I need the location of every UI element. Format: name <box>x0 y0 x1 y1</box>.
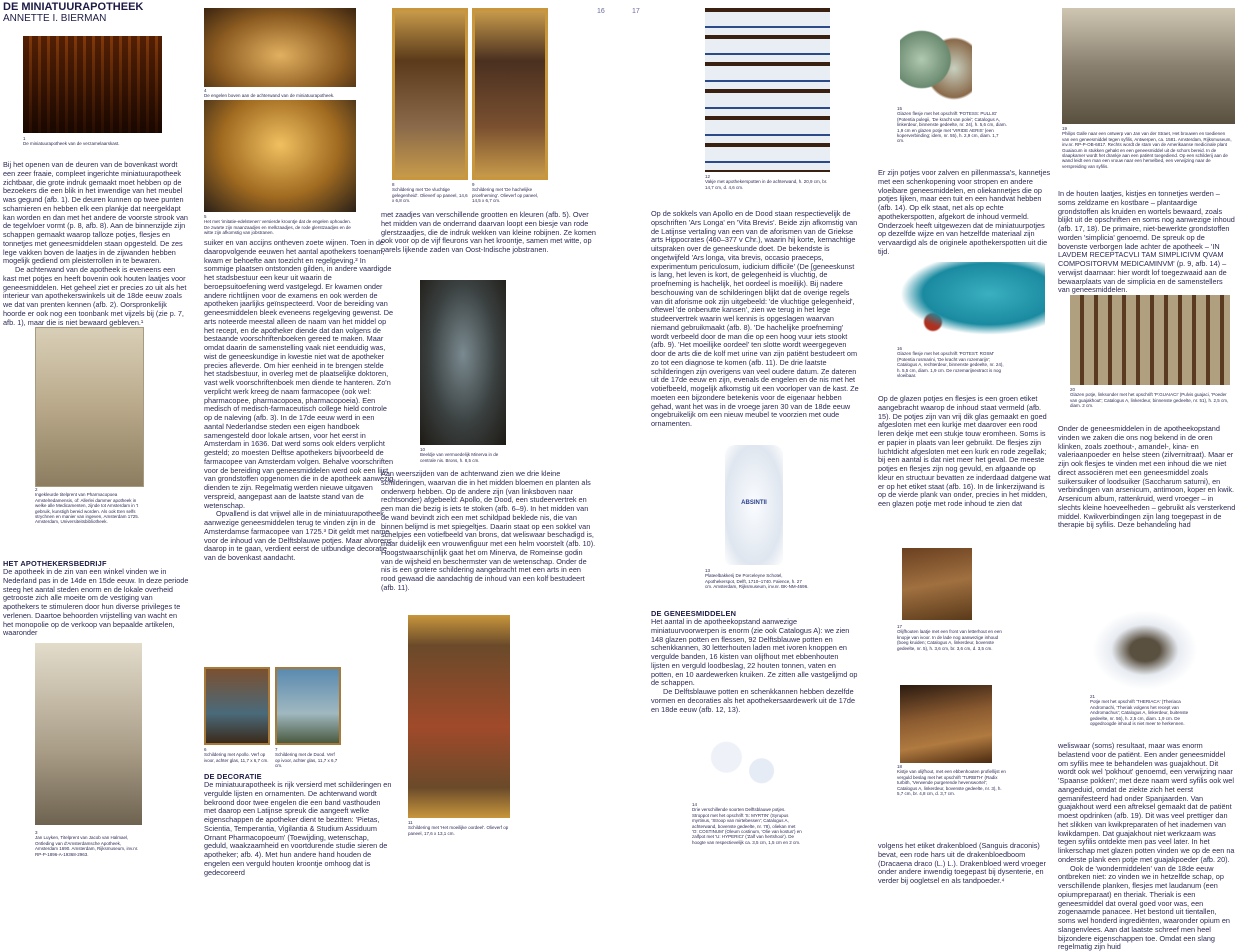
body-schilderingen: Aan weerszijden van de achterwand zien we drie kleine schilderingen, waarvan die in het midden bloemen en planten als onderwerp hebben. Op de andere zijn (van linksboven naar rechtsonder) afgebeeld: Apollo, de Dood, een studeervertrek en een man die bezig is iets te stoken (afb. 6–9). In het midden van de wand bevindt zich een met schildpad beklede nis, die van binnen belijmd is met spiegeltjes. Daarin staat op een sokkel van schelpjes een votiefbeeld van brons, dat weliswaar beschadigd is, maar duidelijk een vrouwenfiguur met een helm voorstelt (afb. 10). Hoogstwaarschijnlijk gaat het om Minerva, de Romeinse godin van de wijsheid en beschermster van de wetenschap. Onder de nis is een grotere schildering aangebracht met een arts in een rood gewaad die aandachtig de inhoud van een kolf bestudeert (afb. 11). <box>381 469 596 592</box>
photo-theriaca-jar <box>1092 610 1198 690</box>
caption-1: 1 De miniatuurapotheek van de verzamelaarskast. <box>23 136 120 147</box>
photo-shelf-jars <box>1070 295 1230 385</box>
caption-12: 12 Vakje met apothekerspotten in de achterwand, h. 20,9 cm, br. 14,7 cm, d. 4,6 cm. <box>705 174 828 190</box>
body-geneesmiddelen: Het aantal in de apotheekopstand aanwezige miniatuurvoorwerpen is enorm (zie ook Catalogus A): we zien 148 glazen potten en flessen, 92 Delftsblauwe potten en schenkkannen, 30 letterhouten laden met ivoren knoppen en vergulde banden, 16 kisten van olijfhout met ebbenhouten lijsten en verguld loodbeslag, 22 houten tonnen, vaten en potten, en 10 aardewerken kruiken. Ze zitten alle vastgelijmd op de schappen. De Delftsblauwe potten en schenkkannen hebben dezelfde vormen en decoraties als het apothekersaardewerk uit de 17de en 18de eeuw (afb. 12, 13). <box>651 617 858 714</box>
photo-angels <box>204 8 356 87</box>
caption-4: 4 De engelen boven aan de achterwand van de miniatuurapotheek. <box>204 88 335 99</box>
jar-label: ABSINTII <box>741 500 767 506</box>
painting-study <box>392 8 468 180</box>
caption-18: 18 Kistje van olijfhout, met een ebbenhouten profiellijst en verguld beslag met het opschrift 'TURBITH' (Radix turbith, 'Verwende purgerende hevenswortel'; Catalogus A, linkerdeur, bovenste gedeelte, nr. 3), h. 5,7 cm, br. 4,8 cm, d. 3,7 cm. <box>897 764 1006 797</box>
caption-15: 15 Glazen flesje met het opschrift 'POTESS: PULLIG' (Potentia pulegii, 'De kracht van polei'; Catalogus A, linkerdeur, binnenste gedeelte, nr. 24), h. 5,6 cm, diam. 1,9 cm en glazen potje met 'VIRIDE AERIS' (een koperverbinding; idem, nr. 55), h. 2,9 cm, diam. 1,7 cm. <box>897 106 1007 144</box>
print-luyken-title <box>35 643 142 825</box>
body-potjes: Er zijn potjes voor zalven en pillenmassa's, kannetjes met een schenkopening voor stropen en andere vloeibare geneesmiddelen, en oliekannetjes die op potjes lijken, maar een tuit en een handvat hebben (afb. 14). Op elk staat, net als op echte apothekerspotten, afgekort de inhoud vermeld. Onderzoek heeft uitgewezen dat de miniatuurpotjes op dezelfde wijze en van hetzelfde materiaal zijn vervaardigd als de originele apothekerspotten uit die tijd. <box>878 168 1051 256</box>
body-bekende-middelen: Onder de geneesmiddelen in de apotheekopstand vinden we zaken die ons nog bekend in de oren klinken, zoals zoethout-, amandel-, kina- en valeriaanpoeder en helse steen (zilvernitraat). Maar er zijn ook flesjes te vinden met een inhoud die we niet direct associëren met een geneesmiddel zoals suikersuiker of loodsuiker (Saccharum saturni), en verbindingen van arsenicum, antimoon, koper en kwik. Arsenicum album, rattenkruid, werd vroeger – in slechts kleine hoeveelheden – gebruikt als versterkend middel. Kwikverbindingen zijn lang toegepast in de therapie bij syfilis. Deze behandeling had <box>1058 424 1236 530</box>
body-kroontje: met zaadjes van verschillende grootten en kleuren (afb. 5). Over het midden van de onderrand daarvan loopt een biesje van rode glerstzaadjes, die de indruk wekken van kleine robijnen. Ze komen ook voor op de vijf fleurons van het kroontje, samen met witte, op parels lijkende zaden van Oost-Indische jobstranen. <box>381 210 596 254</box>
painting-furnace <box>472 8 548 180</box>
caption-10: 10 Beeldje van vermoedelijk Minerva in de centrale nis. Brons, h. 8,5 cm. <box>420 447 499 463</box>
page-number-left: 16 <box>597 8 605 15</box>
caption-20: 20 Glazen potje, linksonder met het opschrift 'P:GUAIACI' (Pulvis guajaci, 'Poeder van guajakhout'; Catalogus A, linkerdeur, binnenste gedeelte, nr. 51), h. 2,5 cm, diam. 2 cm. <box>1070 387 1229 409</box>
caption-21: 21 Potje met het opschrift 'THERIACA' (Theriaca Andromachi, 'Theriak volgens het recept van Andromachus'; Catalogus A, linkerdeur, buitenste gedeelte, nr. 56), h. 2,5 cm, diam. 1,9 cm. De opgedroogde inhoud is niet meer te herkennen. <box>1090 694 1189 727</box>
caption-5: 5 Het met 'imitatie-edelstenen' versierde kroontje dat de engelen ophouden. De zwarte zijn maanzaadjes en melkzaadjes, de rode glerstzaadjes en de witte zijn afkomstig van jobstranen. <box>204 214 352 236</box>
body-etiketten: Op de glazen potjes en flesjes is een groen etiket aangebracht waarop de inhoud staat vermeld (afb. 15). De potjes zijn van vrij dik glas gemaakt en goed afgesloten met een kurkje met daarover een rood leren dekje met een stukje touw eromheen. Soms is er papier in plaats van leer gebruikt. De flesjes zijn luchtdicht afgesloten met een kurk en rode zegellak; bij een aantal is dat niet meer het geval. De meeste potjes en flesjes zijn nog gevuld, en afgaande op kleur en structuur bevatten ze inderdaad datgene wat er op het etiket staat (afb. 16). In de linkerzijwand is op de vierde plank van onder, precies in het midden, een glazen potje met rode inhoud te zien dat <box>878 394 1051 508</box>
photo-glass-bottles <box>900 10 972 100</box>
heading-decoratie: DE DECORATIE <box>204 772 262 781</box>
body-drakenbloed: volgens het etiket drakenbloed (Sanguis draconis) bevat, een rode hars uit de drakenbloedboom (Dracaena draco (L.) L.). Drakenbloed werd vroeger onder andere inwendig toegepast bij dysenterie, en verder bij oogletsel en als tandpoeder.⁴ <box>878 841 1046 885</box>
photo-minerva-niche <box>420 280 506 445</box>
caption-8: 8 Schildering met 'De vluchtige gelegenheid'. Olieverf op paneel, 14,6 x 6,8 cm. <box>392 182 468 204</box>
photo-turbith-box <box>900 685 992 763</box>
photo-drawer <box>902 548 972 620</box>
body-apothekersbedrijf: De apotheek in de zin van een winkel vinden we in Nederland pas in de 14de en 15de eeuw. In deze periode steeg het aantal steden enorm en de lokale overheid getrooste zich alle moeite om de vestiging van apothekers te stimuleren door hun diverse privileges te verlenen. Daartoe behoorden vrijstelling van wacht en het monopolie op de verkoop van bepaalde artikelen, waaronder <box>3 567 189 638</box>
caption-17: 17 Olijfhouten laatje met een front van letterhout en een knopje van ivoor. In de lade nog aanwezige inhoud (boeg kruiden; Catalogus A, linkerdeur, bovenste gedeelte, nr. 5), h. 3,6 cm, br. 3,6 cm, d. 3,5 cm. <box>897 624 1002 651</box>
body-simplicia: In de houten laatjes, kistjes en tonnetjes werden – soms zeldzame en kostbare – plantaardige grondstoffen als kruiden en wortels bewaard, zoals blijkt uit de opschriften en soms nog aanwezige inhoud (afb. 17, 18). De primaire, niet-bewerkte grondstoffen worden 'simplicia' genoemd. De spreuk op de bovenste verborgen lade achter de apotheek – 'IN LAVDEM RECEPTACVLI TAM SIMPLICIVM QVAM COMPOSITORVM MEDICAMINVM' (p. 9, afb. 14) – verwijst daarnaar: hier wordt lof toegezwaaid aan de bewaarplaats van de simplicia en de samenstellers van geneesmiddelen. <box>1058 189 1235 295</box>
caption-6: 6 Schildering met Apollo. Verf op ivoor, achter glas, 11,7 x 6,7 cm. <box>204 747 269 763</box>
caption-16: 16 Glazen flesje met het opschrift 'POTEST: ROSM' (Potentia rosmarini, 'De kracht van rozemarijn'; Catalogus A, rechterdeur, binnenste gedeelte, nr. 24), h. 5,5 cm, diam. 1,9 cm. De rozemarijnextract is nog vloeibaar. <box>897 346 1004 379</box>
photo-crown <box>204 100 356 212</box>
article-author: ANNETTE I. BIERMAN <box>3 13 107 24</box>
body-intro: Bij het openen van de deuren van de bovenkast wordt een zeer fraaie, compleet ingerichte miniatuurapotheek zichtbaar, die grote indruk gemaakt moet hebben op de bezoekers die een blik in het inwendige van het meubel was gegund (afb. 1). De deuren kunnen op twee punten scharnieren en hebben elk een plankje dat neergeklapt kan worden en dan met het andere de voorste strook van de tegelvloer vormt (p. 8, afb. 8). Aan de binnenzijde zijn schappen gemaakt waarop talloze potjes, flesjes en tonnetjes met geneesmiddelen staan opgesteld. De zes lege vakken boven de laatjes in de zijwanden hebben mogelijk gediend om pleisterrollen in te bewaren. De achterwand van de apotheek is eveneens een kast met potjes en heeft bovenin ook houten laatjes voor geneesmiddelen. Het geheel ziet er precies zo uit als het interieur van apothekerswinkels uit de 18de eeuw zoals we dat van prenten kennen (afb. 2). Oorspronkelijk hoorde er ook nog een toonbank met vijzels bij (zie p. 7, afb. 1), maar die is niet bewaard gebleven.¹ <box>3 160 188 327</box>
article-title: DE MINIATUURAPOTHEEK <box>3 1 144 13</box>
engraving-syphilis-treatment <box>1062 8 1235 124</box>
body-decoratie: De miniatuurapotheek is rijk versierd met schilderingen en vergulde lijsten en ornamenten. De achterwand wordt bekroond door twee engelen die een band vasthouden met daarop een Latijnse spreuk die aangeeft welke eigenschappen de apotheker dient te bezitten: 'Pietas, Scientia, Temperantia, Vigilantia & Studium Assiduum Ornant Pharmacopoeum' (Toewijding, wetenschap, geduld, waakzaamheid en voortdurende studie sieren de apotheker; afb. 4). Met hun andere hand houden de engelen een verguld houten kroontje omhoog dat is gedecoreerd <box>204 780 392 877</box>
caption-3: 3 Jan Luyken, Titelprent van Jacob van Halmael, Ontleding van d'Amsterdamsche Apotheek, Amsterdam 1690. Amsterdam, Rijksmuseum, inv.nr. RP-P-1896-A-19368-2963. <box>35 830 139 857</box>
heading-geneesmiddelen: DE GENEESMIDDELEN <box>651 609 737 618</box>
page-number-right: 17 <box>632 8 640 15</box>
photo-miniature-pharmacy <box>23 36 162 133</box>
photo-jars-compartment <box>705 8 830 172</box>
caption-14: 14 Drie verschillende soorten Delftsblauwe potjes. Stroppot met het opschrift 'S: MYRTIN' (Syrupus myrtinus, 'Stroop van mirtebessen'; Catalogus A, achterwand, bovenste gedeelte, nr. 78), oliekan met 'O: COSTINUM' (Oleum costinum, 'Olie van kostus') en zalfpot met 'U: HYPERICI' ('Zalf van hertshooi'). De hoogte van respectievelijk ca. 3,5 cm, 1,5 cm en 2 cm. <box>692 802 802 845</box>
photo-delft-jars <box>700 730 788 798</box>
body-guajakhout: weliswaar (soms) resultaat, maar was enorm belastend voor de patiënt. Een ander geneesmiddel om syfilis mee te behandelen was guajakhout. Dit wordt ook wel 'pokhout' genoemd, een verwijzing naar 'Spaanse pokken'; met deze naam werd syfilis ook wel aangeduid, omdat de ziekte zich het eerst gemanifesteerd had onder Spanjaarden. Van guajakhout werd een aftreksel gemaakt dat de patiënt moest opdrinken (afb. 19). Dit was veel prettiger dan het slikken van kwikpreparaten of het inademen van kwikdampen. Dat guajakhout niet werkzaam was tegen syfilis ontdekte men pas veel later. In het linkerschap met glazen potten vinden we op de een na onderste plank een potje met guajakpoeder (afb. 20). Ook de 'wondermiddelen' van de 18de eeuw ontbreken niet: zo vinden we in hetzelfde schap, op verschillende planken, flesjes met laudanum (een opiumpreparaat) en theriak. Theriak is een geneesmiddel dat overal goed voor was, een zogenaamde panacee. Het bestond uit tientallen, soms wel honderd ingrediënten, waaronder opium en slangenvlees. Aan dat laatste schreef men heel bijzondere eigenschappen toe. Omdat een slang regelmatig zijn huid <box>1058 741 1235 952</box>
body-aforisme: Op de sokkels van Apollo en de Dood staan respectievelijk de opschriften 'Ars Longa' en 'Vita Brevis'. Beide zijn afkomstig van de Latijnse vertaling van een van de aforismen van de Griekse arts Hippocrates (460–377 v Chr.), waarin hij korte, kernachtige uitspraken over de geneeskunde doet. De bekendste is ongetwijfeld 'Ars longa, vita brevis, occasio praeceps, experimentum periculosum, iudicium difficile' (De [geneeskunst is lang, het leven is kort, de gelegenheid is vluchtig, de proefneming is hachelijk, het oordeel is moeilijk). Bij nadere beschouwing van de schilderingen blijkt dat de overige regels van dit aforisme ook zijn uitgebeeld: 'de vluchtige gelegenheid', oftewel 'de onbenutte kansen', zien we terug in het lege studeervertrek waarin wel kennis is opgeslagen waarvan niemand gebruikmaakt (afb. 8). 'De hachelijke proefneming' wordt verbeeld door de man die op een hoog vuur iets stookt (afb. 9). 'Het moeilijke oordeel' ten slotte wordt weergegeven door de arts die de kolf met urine van zijn patiënt bestudeert om zo tot een diagnose te komen (afb. 11). De drie laatste schilderingen zijn overigens van veel oudere datum. Ze dateren uit de 17de eeuw en zijn, evenals de engelen en de nis met het votiefbeeld, mogelijk afkomstig uit een voorloper van de kast. Ze moeten een bijzondere betekenis voor de eigenaar hebben gehad, want het was in de vroege jaren 30 van de 18de eeuw ongebruikelijk om een nieuw meubel te voorzien met oude ornamenten. <box>651 209 859 428</box>
photo-gloved-hand-bottle <box>885 262 1045 342</box>
caption-9: 9 Schildering met 'De hachelijke proefneming'. Olieverf op paneel, 14,5 x 6,7 cm. <box>472 182 539 204</box>
caption-19: 19 Philips Galle naar een ontwerp van Jan van der Straet, Het brouwen en toedienen van een geneesmiddel tegen syfilis, Antwerpen, ca. 1581. Amsterdam, Rijksmuseum, inv.nr. RP-P-OB-6817. Rechts wordt de stam van de Amerikaanse medicinale plant Guaiacum in stukken gehakt en een geneesmiddel uit de schors bereid. In de slaapkamer wordt het drankje aan een patiënt toegediend. Op een schilderij aan de wand leidt een man een vrouw naar een hemelbed, een verwijzing naar de verspreiding van syfilis. <box>1062 126 1232 169</box>
painting-apollo <box>204 667 270 745</box>
caption-7: 7 Schildering met de Dood. Verf op ivoor, achter glas, 11,7 x 6,7 cm. <box>275 747 338 769</box>
caption-2: 2 Ingekleurde titelprent van Pharmacopoea Amstelredamensis, of: Allerlei dammer apotheek in welke alle Medicamenten, zijnde tot Amsterdam in 't gebruik, kunstigh bereid worden. Als ook Een selfs strychnen en manier van ingeven, Amsterdam 1725. Amsterdam, Universiteitsbibliotheek. <box>35 487 140 525</box>
caption-13: 13 Plateelbakkerij De Porceleyne Schotel, Apothekerspot, Delft, 1710–1740. Faience, h. 27 cm. Amsterdam, Rijksmuseum, inv.nr. BK-NM-4696. <box>705 568 809 590</box>
heading-apothekersbedrijf: HET APOTHEKERSBEDRIJF <box>3 559 107 568</box>
painting-death <box>275 667 341 745</box>
body-regelgeving: suiker en van accijns ontheven zoete wijnen. Toen in de daaropvolgende eeuwen het aantal apothekers toenam, kwam er behoefte aan toezicht en regelgeving.² In sommige plaatsen ontstonden gilden, in andere vaardigde het stadsbestuur een keur uit waarin de beroepsuitoefening werd vastgelegd. Er kwamen onder andere richtlijnen voor de examens en ook werden de apotheken jaarlijks geïnspecteerd. Voor de bereiding van geneesmiddelen bleek eveneens regelgeving gewenst. De arts noteerde meestal alleen de naam van het middel op het recept, en de apotheker diende dat dan volgens de bestaande voorschriftenboeken gereed te maken. Maar omdat daarin de samenstelling vaak niet eenduidig was, wist de geneeskundige in kwestie niet wat de apotheker precies afleverde. Om hier eenheid in te brengen stelde het stadsbestuur, in overleg met de plaatselijke doktoren, vast welk voorschriftenboek men diende te hanteren. Zo'n verplicht werk kreeg de naam farmacopee (ook wel: pharmacopee, pharmacopoea, pharmacopoeia). Een medisch of medisch-farmaceutisch college hield controle op de naleving (afb. 3). In de 17de eeuw werd in een aantal Nederlandse steden een eigen handboek samengesteld door lokale artsen, voor het eerst in Amsterdam in 1636. Dat werd soms ook elders verplicht gesteld; zo moesten Delftse apothekers bijvoorbeeld de farmacopee van Amsterdam volgen. Behalve voorschriften voor de bereiding van geneesmiddelen werd ook een lijst van grondstoffen opgenomen die in de apotheek aanwezig dienden te zijn. Regelmatig werden nieuwe uitgaven verspreid, aangepast aan de laatste stand van de wetenschap. Opvallend is dat vrijwel alle in de miniatuurapotheek aanwezige geneesmiddelen terug te vinden zijn in de Amsterdamse farmacopee van 1725.³ Dit geldt met name voor de inhoud van de Delftsblauwe potjes. Maar alvorens daarop in te gaan, verdient eerst de uitbundige decoratie van de bovenkast aandacht. <box>204 238 394 562</box>
painting-doctor <box>408 615 510 818</box>
caption-11: 11 Schildering met 'Het moeilijke oordeel'. Olieverf op paneel, 17,6 x 13,1 cm. <box>408 820 509 836</box>
print-pharmacopoea-title <box>35 327 144 487</box>
